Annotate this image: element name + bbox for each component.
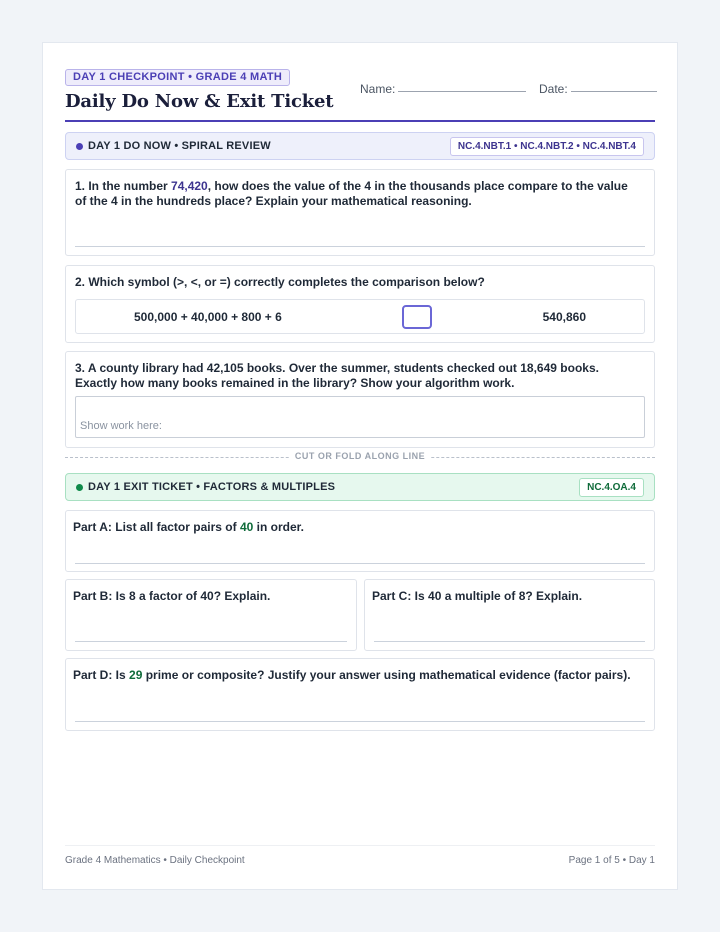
header-divider — [65, 120, 655, 122]
part-c-answer-line[interactable] — [374, 641, 645, 642]
part-d-text: Part D: Is 29 prime or composite? Justify your answer using mathematical evidence (factor pairs). — [73, 668, 631, 682]
section-dot-icon — [76, 143, 83, 150]
part-b-answer-line[interactable] — [75, 641, 347, 642]
highlight-number: 29 — [129, 668, 143, 682]
highlight-number: 40 — [239, 520, 254, 534]
part-a-answer-line[interactable] — [75, 563, 645, 564]
question-2-card — [65, 265, 655, 343]
cut-line-label: CUT OR FOLD ALONG LINE — [289, 451, 431, 461]
question-1-card — [65, 169, 655, 256]
footer-divider — [65, 845, 655, 846]
checkpoint-badge: DAY 1 CHECKPOINT • GRADE 4 MATH — [65, 69, 290, 86]
date-field[interactable] — [571, 91, 657, 92]
part-c-text: Part C: Is 40 a multiple of 8? Explain. — [372, 589, 583, 603]
date-label: Date: — [539, 82, 568, 96]
question-1-text: 1. In the number 74,420, how does the value of the 4 in the thousands place compare to the value of the 4 in the hundreds place? Explain your mathematical reasoning. — [75, 179, 628, 208]
part-a-card — [65, 510, 655, 572]
footer-page-indicator: Page 1 of 5 • Day 1 — [568, 855, 655, 866]
comparison-right-value: 540,860 — [542, 310, 586, 324]
name-label: Name: — [360, 82, 396, 96]
comparison-box — [75, 299, 645, 334]
worksheet-page — [42, 42, 678, 890]
comparison-left-expression: 500,000 + 40,000 + 800 + 6 — [134, 310, 282, 324]
name-field[interactable] — [398, 91, 526, 92]
section-dot-icon — [76, 484, 83, 491]
question-3-card — [65, 351, 655, 448]
part-b-card — [65, 579, 357, 651]
exit-ticket-label: DAY 1 EXIT TICKET • FACTORS & MULTIPLES — [88, 481, 336, 493]
exit-ticket-standards-badge: NC.4.OA.4 — [579, 478, 644, 497]
highlight-number: 74,420 — [171, 179, 208, 193]
work-area-placeholder: Show work here: — [80, 420, 162, 432]
question-1-answer-line[interactable] — [75, 246, 645, 247]
page-content — [65, 43, 655, 889]
question-3-text: 3. A county library had 42,105 books. Over the summer, students checked out 18,649 books. Exactly how many books remained in the library? Show your algorithm work. — [75, 361, 599, 390]
do-now-standards-badge: NC.4.NBT.1 • NC.4.NBT.2 • NC.4.NBT.4 — [450, 137, 644, 156]
comparison-symbol-input[interactable] — [402, 305, 432, 329]
footer-course-label: Grade 4 Mathematics • Daily Checkpoint — [65, 855, 245, 866]
part-d-answer-line[interactable] — [75, 721, 645, 722]
question-2-text: 2. Which symbol (>, <, or =) correctly completes the comparison below? — [75, 275, 485, 289]
work-area[interactable] — [75, 396, 645, 438]
do-now-label: DAY 1 DO NOW • SPIRAL REVIEW — [88, 140, 271, 152]
part-b-text: Part B: Is 8 a factor of 40? Explain. — [73, 589, 271, 603]
part-c-card — [364, 579, 655, 651]
part-d-card — [65, 658, 655, 731]
part-a-text: Part A: List all factor pairs of 40 in order. — [73, 520, 304, 534]
do-now-section-header — [65, 132, 655, 160]
exit-ticket-section-header — [65, 473, 655, 501]
page-title: Daily Do Now & Exit Ticket — [65, 91, 334, 112]
